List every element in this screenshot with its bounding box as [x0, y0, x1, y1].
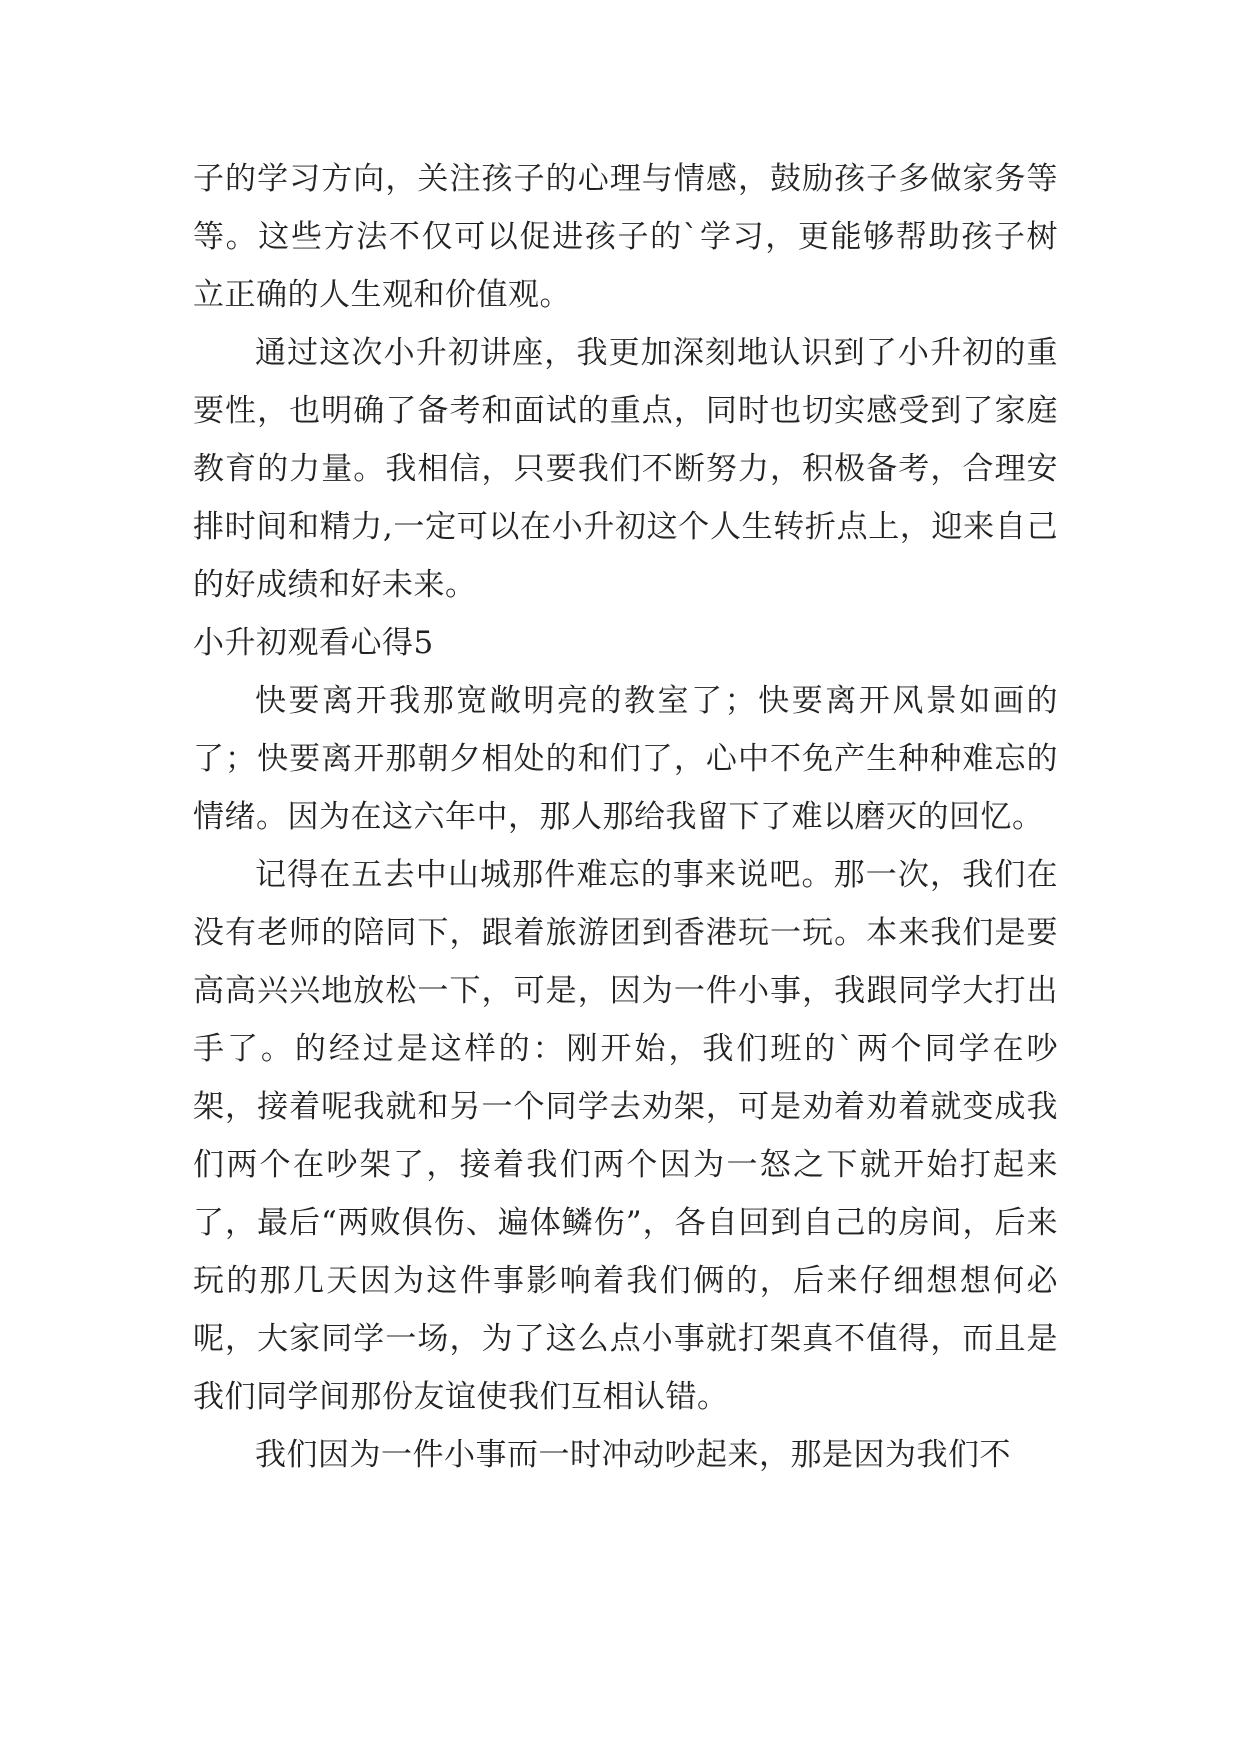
paragraph: 我们因为一件小事而一时冲动吵起来，那是因为我们不 [255, 1437, 1011, 1473]
paragraph: 记得在五去中山城那件难忘的事来说吧。那一次，我们在没有老师的陪同下，跟着旅游团到香港玩一玩。本来我们是要高高兴兴地放松一下，可是，因为一件小事，我跟同学大打出手了。的经过是这样的：刚开始，我们班的`两个同学在吵架，接着呢我就和另一个同学去劝架，可是劝着劝着就变成我们两个在吵架了，接着我们两个因为一怒之下就开始打起来了，最后“两败俱伤、遍体鳞伤”，各自回到自己的房间，后来玩的那几天因为这件事影响着我们俩的，后来仔细想想何必呢，大家同学一场，为了这么点小事就打架真不值得，而且是我们同学间那份友谊使我们互相认错。 [193, 857, 1058, 1415]
section-heading: 小升初观看心得5 [193, 625, 434, 661]
paragraph: 快要离开我那宽敞明亮的教室了；快要离开风景如画的了；快要离开那朝夕相处的和们了，心中不免产生种种难忘的情绪。因为在这六年中，那人那给我留下了难以磨灭的回忆。 [193, 683, 1058, 835]
document-body [193, 150, 1058, 1484]
paragraph: 子的学习方向，关注孩子的心理与情感，鼓励孩子多做家务等等。这些方法不仅可以促进孩子的`学习，更能够帮助孩子树立正确的人生观和价值观。 [193, 161, 1058, 313]
paragraph: 通过这次小升初讲座，我更加深刻地认识到了小升初的重要性，也明确了备考和面试的重点，同时也切实感受到了家庭教育的力量。我相信，只要我们不断努力，积极备考，合理安排时间和精力,一定可以在小升初这个人生转折点上，迎来自己的好成绩和好未来。 [193, 335, 1058, 603]
